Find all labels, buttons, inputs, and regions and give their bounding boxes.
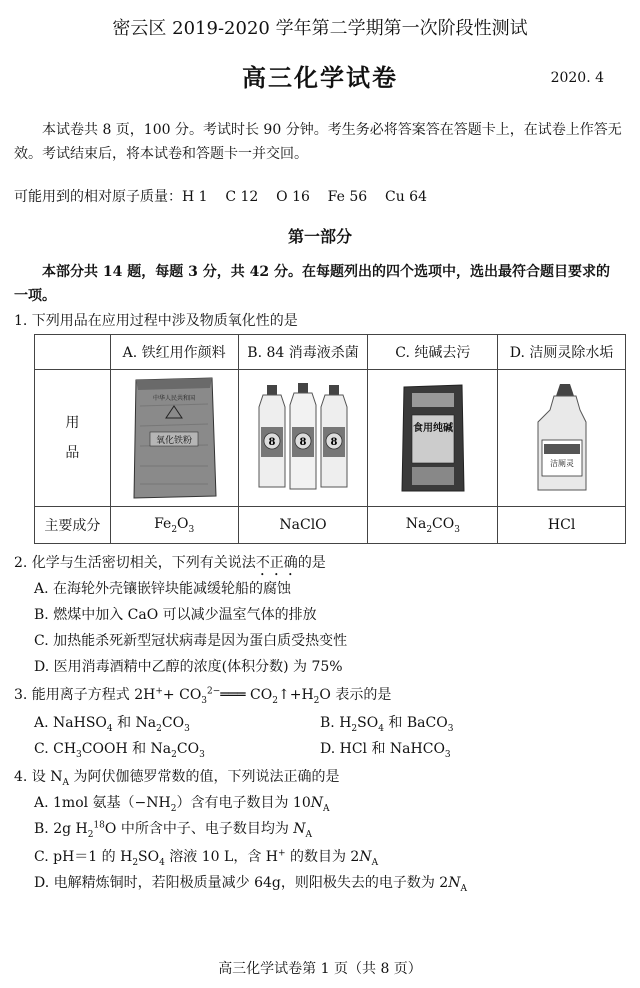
svg-text:8: 8: [330, 437, 338, 448]
exam-instructions: 本试卷共 8 页，100 分。考试时长 90 分钟。考生务必将答案答在答题卡上，在试卷上作答无效。考试结束后，将本试卷和答题卡一并交回。: [14, 122, 622, 162]
option-c-header: C. 纯碱去污: [368, 335, 498, 370]
component-b: NaClO: [238, 507, 368, 544]
question-4-option-b: B. 2g $H_2^{18}O$ 中所含中子、电子数目均为 $N_A$: [34, 820, 313, 840]
option-a-header: A. 铁红用作颜料: [110, 335, 238, 370]
question-3-option-a: A. NaHSO$_4$ 和 $Na_2CO_3$: [34, 715, 190, 734]
question-2-stem: 2. 化学与生活密切相关，下列有关说法不正确的是: [14, 555, 326, 571]
bleach-bottles-image: [253, 383, 353, 493]
part-title: 第一部分: [287, 227, 352, 246]
question-3-option-c: C. $CH_3COOH$ 和 $Na_2CO_3$: [34, 741, 205, 760]
bag-label: 氧化铁粉: [156, 436, 193, 446]
iron-oxide-bag-image: [130, 376, 218, 500]
component-a: $Fe_2O_3$: [110, 507, 238, 544]
exam-date: 2020. 4: [550, 70, 604, 86]
toilet-cleaner-image: [530, 382, 594, 494]
question-4-option-d: D. 电解精炼铜时，若阳极质量减少 64g，则阳极失去的电子数为 $2N_A$: [34, 875, 467, 894]
row-label-item: 用 品: [35, 370, 111, 507]
soda-label: 食用纯碱: [412, 423, 453, 434]
page-footer: 高三化学试卷第 1 页（共 8 页）: [218, 961, 422, 977]
question-3-stem: 3. 能用离子方程式 $2H^++ CO_3^{2-}═══$ $CO_2↑+H_2O$ 表示的是: [14, 686, 392, 706]
option-b-header: B. 84 消毒液杀菌: [238, 335, 368, 370]
row-label-comp: 主要成分: [35, 507, 111, 544]
svg-text:8: 8: [299, 437, 307, 448]
bag-top-text: 中华人民共和国: [153, 395, 196, 402]
component-d: HCl: [498, 507, 626, 544]
exam-title: 高三化学试卷: [242, 63, 398, 92]
question-4-option-c: C. pH＝1 的 $H_2SO_4$ 溶液 10 L，含 H+ 的数目为 $2N_A$: [34, 848, 379, 868]
soda-package-image: [398, 383, 468, 493]
exam-header: 密云区 2019-2020 学年第二学期第一次阶段性测试: [112, 18, 528, 39]
cleaner-label: 洁厕灵: [549, 459, 574, 468]
question-2-option-a: A. 在海轮外壳镶嵌锌块能减缓轮船的腐蚀: [34, 581, 292, 597]
atomic-masses: 可能用到的相对原子质量：H 1 C 12 O 16 Fe 56 Cu 64: [14, 189, 427, 205]
svg-text:8: 8: [268, 437, 276, 448]
question-4-option-a: A. 1mol 氨基$(-NH_2)$含有电子数目为 $10N_A$: [34, 795, 330, 814]
component-c: $Na_2CO_3$: [368, 507, 498, 544]
question-2-option-c: C. 加热能杀死新型冠状病毒是因为蛋白质受热变性: [34, 633, 348, 649]
table-corner: [35, 335, 111, 370]
question-2-option-b: B. 燃煤中加入 CaO 可以减少温室气体的排放: [34, 607, 317, 623]
option-d-header: D. 洁厕灵除水垢: [498, 335, 626, 370]
question-1-stem: 1. 下列用品在应用过程中涉及物质氧化性的是: [14, 313, 298, 329]
question-4-stem: 4. 设 $N_A$ 为阿伏伽德罗常数的值，下列说法正确的是: [14, 769, 340, 788]
question-3-option-b: B. $H_2SO_4$ 和 BaCO$_3$: [320, 715, 454, 734]
question-3-option-d: D. HCl 和 NaHCO$_3$: [320, 741, 451, 760]
question-2-option-d: D. 医用消毒酒精中乙醇的浓度(体积分数) 为 75%: [34, 659, 343, 675]
question-1-table: [34, 334, 626, 544]
part-description: 本部分共 14 题，每题 3 分，共 42 分。在每题列出的四个选项中，选出最符合题目要求的一项。: [14, 264, 610, 304]
emphasized-text: 不正确: [255, 555, 298, 571]
